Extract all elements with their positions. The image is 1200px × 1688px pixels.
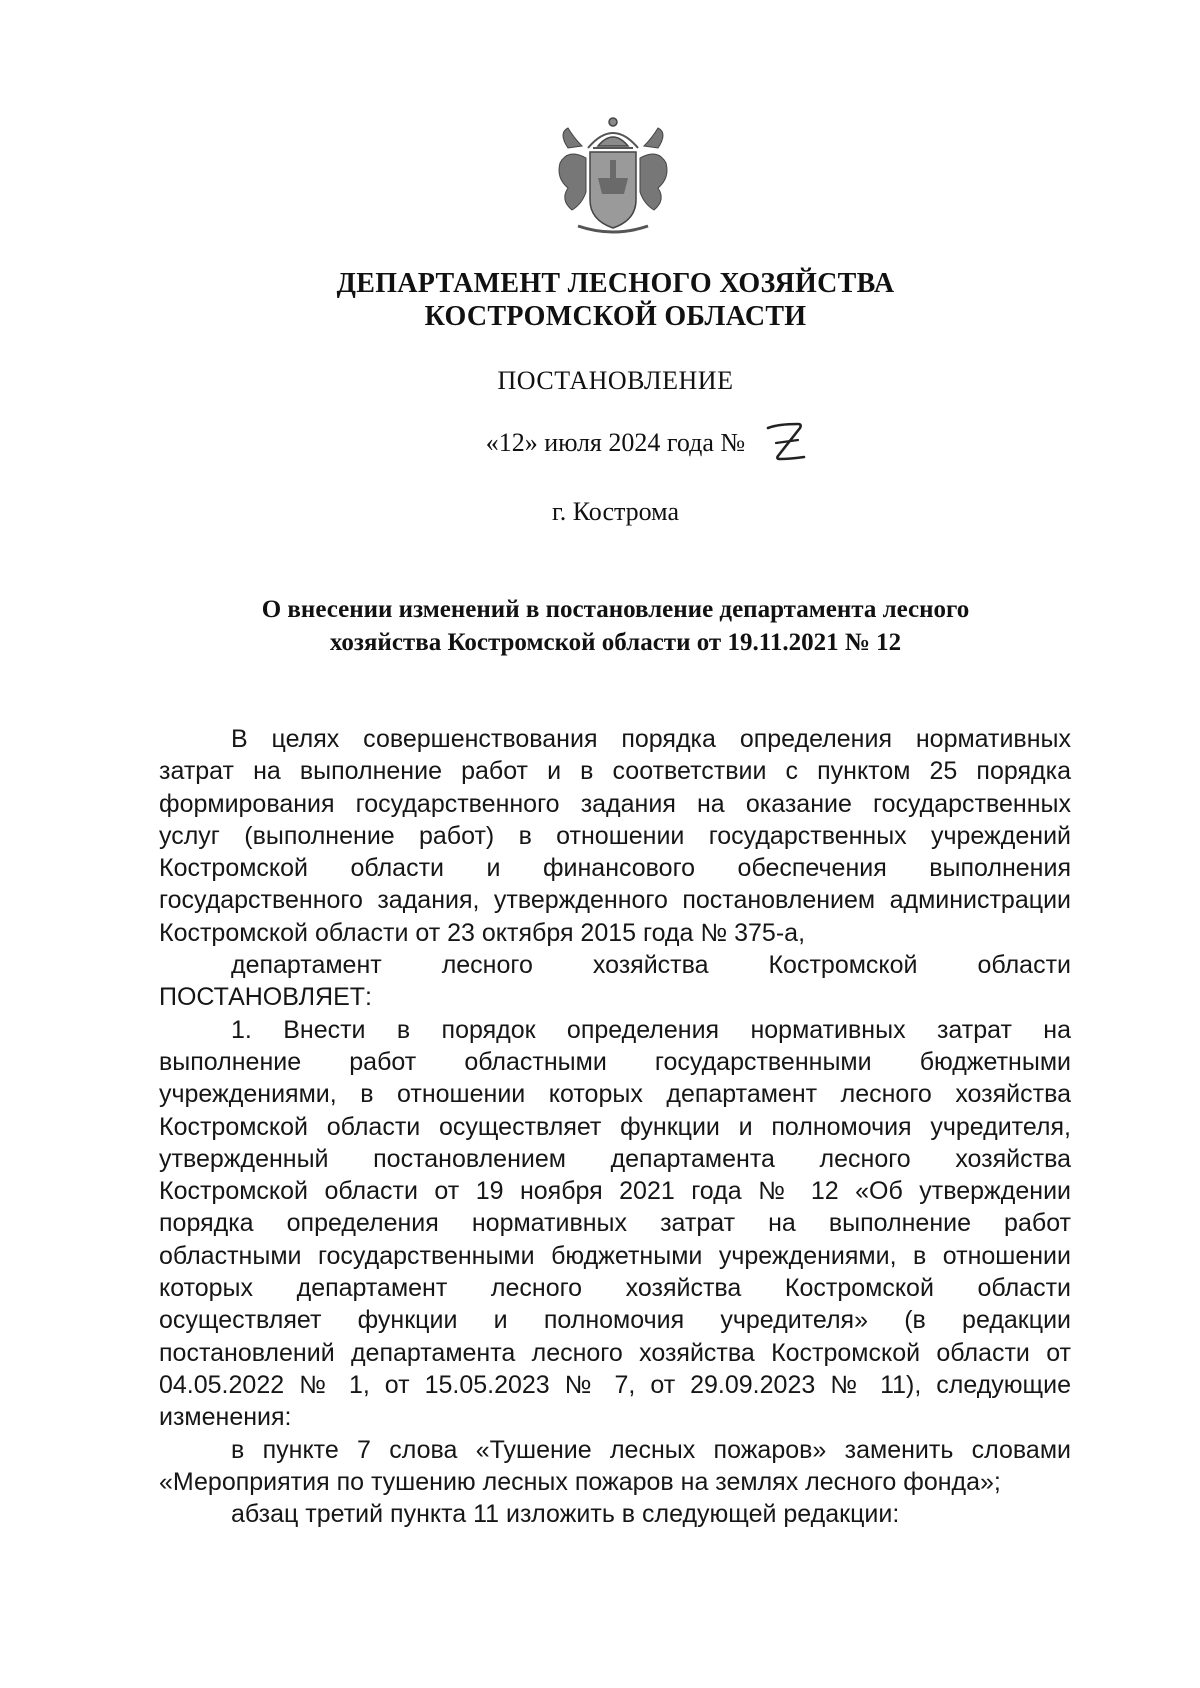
body-line: в пункте 7 слова «Тушение лесных пожаров» заменить словами xyxy=(231,1435,1071,1464)
body-line: порядка определения нормативных затрат на выполнение работ xyxy=(159,1209,1071,1238)
body-line: 1. Внести в порядок определения нормативных затрат на xyxy=(231,1015,1071,1044)
body-line: которых департамент лесного хозяйства Костромской области xyxy=(159,1274,1071,1303)
body-line: 04.05.2022 № 1, от 15.05.2023 № 7, от 29.09.2023 № 11), следующие xyxy=(159,1370,1071,1399)
document-title-line2: хозяйства Костромской области от 19.11.2021 № 12 xyxy=(329,629,902,656)
body-line: затрат на выполнение работ и в соответствии с пунктом 25 порядка xyxy=(159,757,1071,786)
body-line: формирования государственного задания на оказание государственных xyxy=(159,789,1071,818)
body-line: выполнение работ областными государственными бюджетными xyxy=(159,1047,1071,1076)
body-line: учреждениями, в отношении которых департамент лесного хозяйства xyxy=(159,1080,1071,1109)
body-line: областными государственными бюджетными учреждениями, в отношении xyxy=(159,1241,1071,1270)
document-title-line1: О внесении изменений в постановление департамента лесного xyxy=(261,596,970,623)
body-line: департамент лесного хозяйства Костромской области xyxy=(231,951,1071,980)
body-line: государственного задания, утвержденного постановлением администрации xyxy=(159,886,1071,915)
body-line: Костромской области осуществляет функции и полномочия учредителя, xyxy=(159,1112,1071,1141)
body-line: абзац третий пункта 11 изложить в следующей редакции: xyxy=(231,1500,900,1529)
body-line: «Мероприятия по тушению лесных пожаров на землях лесного фонда»; xyxy=(159,1467,1001,1496)
body-line: Костромской области от 23 октября 2015 года № 375-а, xyxy=(159,918,806,947)
body-line: ПОСТАНОВЛЯЕТ: xyxy=(159,983,373,1012)
kostroma-coat-of-arms-icon xyxy=(538,108,688,238)
document-type: ПОСТАНОВЛЕНИЕ xyxy=(497,366,734,395)
body-line: утвержденный постановлением департамента лесного хозяйства xyxy=(159,1144,1071,1173)
body-line: В целях совершенствования порядка определения нормативных xyxy=(231,725,1071,753)
body-line: Костромской области и финансового обеспечения выполнения xyxy=(159,854,1071,883)
body-line: Костромской области от 19 ноября 2021 года № 12 «Об утверждении xyxy=(159,1177,1071,1206)
document-date: «12» июля 2024 года № xyxy=(485,428,746,457)
org-name-line1: ДЕПАРТАМЕНТ ЛЕСНОГО ХОЗЯЙСТВА xyxy=(336,268,895,299)
body-line: осуществляет функции и полномочия учредителя» (в редакции xyxy=(159,1306,1071,1335)
handwritten-number xyxy=(762,416,810,462)
body-line: постановлений департамента лесного хозяйства Костромской области от xyxy=(159,1338,1071,1367)
org-name-line2: КОСТРОМСКОЙ ОБЛАСТИ xyxy=(424,301,807,332)
body-line: услуг (выполнение работ) в отношении государственных учреждений xyxy=(159,821,1071,850)
body-line: изменения: xyxy=(159,1403,292,1432)
document-body xyxy=(159,723,1071,1530)
document-city: г. Кострома xyxy=(552,497,679,526)
